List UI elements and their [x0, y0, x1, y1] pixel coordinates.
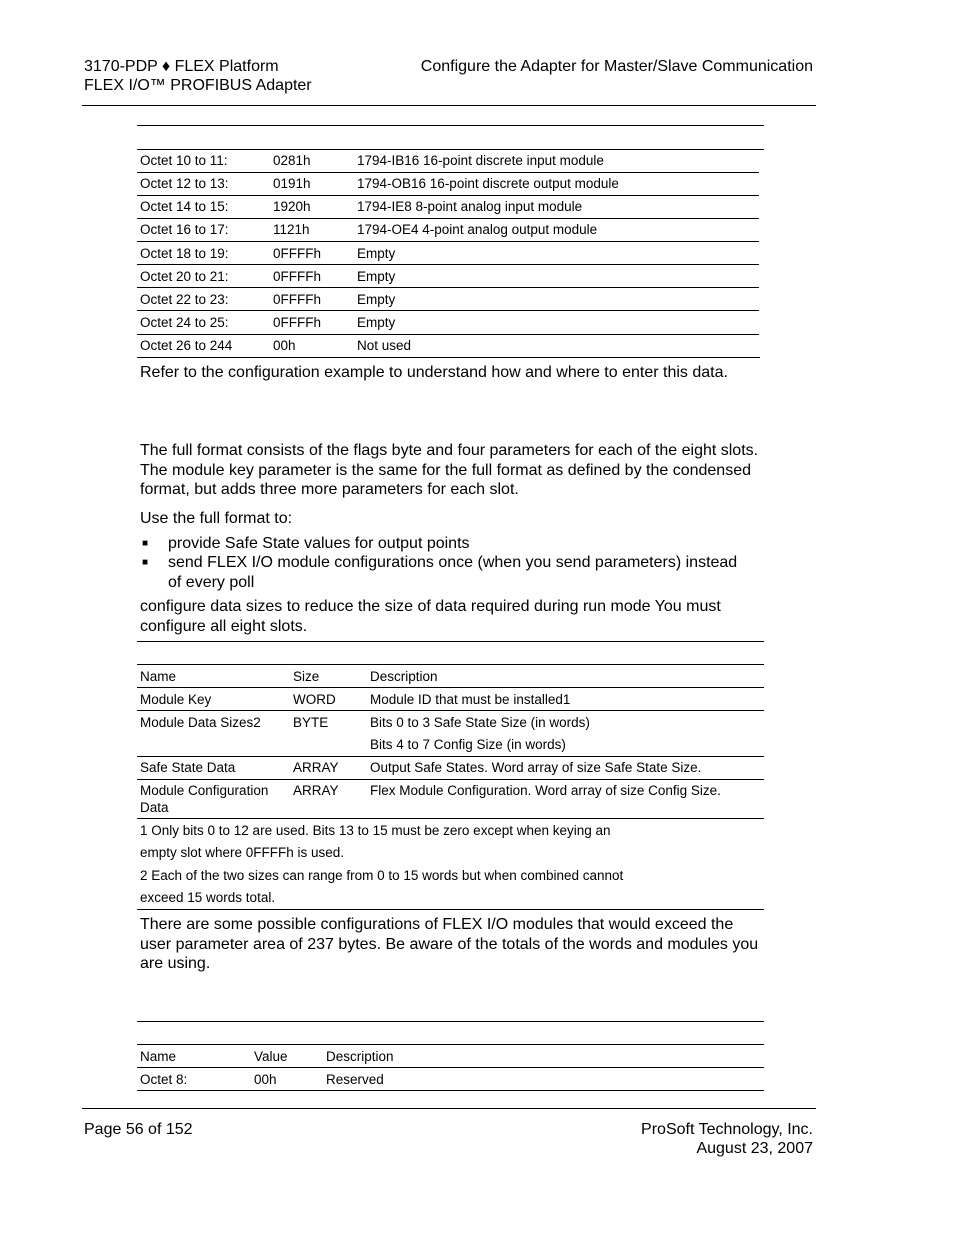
header-product-name: FLEX I/O™ PROFIBUS Adapter [84, 77, 312, 94]
footer-page-number: Page 56 of 152 [84, 1121, 193, 1138]
octet-cell-range: Octet 12 to 13: [140, 176, 229, 191]
param-notes-bottom-rule [137, 909, 764, 910]
octet-cell-description: Empty [357, 246, 396, 261]
flags-table-bottom-rule [137, 1090, 764, 1091]
param-table-header-rule [137, 687, 764, 688]
octet-cell-value: 1920h [273, 199, 311, 214]
octet-row-rule [137, 264, 759, 265]
octet-cell-value: 0FFFFh [273, 246, 322, 261]
param-header-name: Name [140, 669, 177, 684]
octet-table-top-rule [137, 125, 764, 126]
octet-cell-range: Octet 20 to 21: [140, 269, 229, 284]
param-row-name: Module Configuration [140, 783, 269, 798]
param-row-name: Module Key [140, 692, 212, 707]
param-table-header-top-rule [137, 664, 764, 665]
octet-cell-description: 1794-IE8 8-point analog input module [357, 199, 583, 214]
footer-date: August 23, 2007 [696, 1140, 813, 1157]
octet-cell-description: Empty [357, 269, 396, 284]
param-row-name: Safe State Data [140, 760, 236, 775]
paragraph-full-format: The full format consists of the flags byte and four parameters for each of the eight slots. The module key parameter is the same for the full format as defined by the condensed format, but adds three more parameters for each slot. [140, 442, 759, 498]
param-header-description: Description [370, 669, 438, 684]
bullet-item: provide Safe State values for output points [168, 535, 470, 552]
flags-table-header-top-rule [137, 1044, 764, 1045]
paragraph-configure: configure data sizes to reduce the size of data required during run mode You must configure all eight slots. [140, 598, 721, 635]
octet-row-rule [137, 287, 759, 288]
flags-table-top-rule [137, 1021, 764, 1022]
param-row-size: BYTE [293, 715, 329, 730]
octet-row-rule [137, 334, 759, 335]
octet-cell-range: Octet 16 to 17: [140, 222, 229, 237]
param-row-name-line2: Data [140, 800, 169, 815]
octet-cell-description: Empty [357, 315, 396, 330]
octet-cell-value: 0281h [273, 153, 311, 168]
param-row-rule [137, 779, 764, 780]
param-row-rule [137, 710, 764, 711]
flags-header-description: Description [326, 1049, 394, 1064]
octet-cell-value: 1121h [273, 222, 310, 237]
octet-row-rule [137, 172, 759, 173]
octet-cell-description: 1794-OB16 16-point discrete output module [357, 176, 619, 191]
octet-cell-description: 1794-OE4 4-point analog output module [357, 222, 598, 237]
octet-cell-description: Empty [357, 292, 396, 307]
octet-cell-range: Octet 22 to 23: [140, 292, 229, 307]
octet-table-header-rule [137, 149, 764, 150]
octet-row-rule [137, 241, 759, 242]
param-row-size: ARRAY [293, 783, 339, 798]
bullet-marker: ■ [142, 557, 149, 568]
param-header-size: Size [293, 669, 320, 684]
octet-row-rule [137, 310, 759, 311]
octet-cell-value: 0FFFFh [273, 292, 322, 307]
octet-row-rule [137, 218, 759, 219]
param-row-description: Bits 0 to 3 Safe State Size (in words) [370, 715, 590, 730]
octet-cell-range: Octet 14 to 15: [140, 199, 229, 214]
octet-cell-range: Octet 10 to 11: [140, 153, 228, 168]
flags-row-name: Octet 8: [140, 1072, 188, 1087]
flags-header-value: Value [254, 1049, 288, 1064]
flags-header-name: Name [140, 1049, 177, 1064]
footer-divider [82, 1108, 816, 1109]
footer-company: ProSoft Technology, Inc. [641, 1121, 813, 1138]
octet-cell-value: 00h [273, 338, 296, 353]
octet-cell-description: 1794-IB16 16-point discrete input module [357, 153, 604, 168]
flags-row-value: 00h [254, 1072, 277, 1087]
flags-row-description: Reserved [326, 1072, 384, 1087]
param-table-top-rule [137, 641, 764, 642]
param-row-size: WORD [293, 692, 336, 707]
header-product-line: 3170-PDP ♦ FLEX Platform [84, 58, 279, 75]
bullet-marker: ■ [142, 538, 149, 549]
flags-table-header-rule [137, 1067, 764, 1068]
header-section-title: Configure the Adapter for Master/Slave Communication [420, 58, 813, 75]
paragraph-use: Use the full format to: [140, 510, 293, 527]
param-row-description: Flex Module Configuration. Word array of size Config Size. [370, 783, 721, 798]
octet-cell-value: 0FFFFh [273, 315, 322, 330]
param-row-size: ARRAY [293, 760, 339, 775]
param-footnote: 2 Each of the two sizes can range from 0 to 15 words but when combined cannot [140, 868, 624, 883]
param-row-description: Output Safe States. Word array of size Safe State Size. [370, 760, 702, 775]
param-row-description-line2: Bits 4 to 7 Config Size (in words) [370, 737, 566, 752]
paragraph-refer: Refer to the configuration example to understand how and where to enter this data. [140, 364, 728, 381]
param-row-description: Module ID that must be installed1 [370, 692, 571, 707]
octet-cell-range: Octet 26 to 244 [140, 338, 233, 353]
octet-cell-value: 0191h [273, 176, 311, 191]
param-row-rule [137, 756, 764, 757]
octet-cell-range: Octet 24 to 25: [140, 315, 229, 330]
octet-row-rule [137, 357, 760, 358]
bullet-item: send FLEX I/O module configurations once (when you send parameters) instead of every poll [168, 554, 738, 591]
param-footnote: 1 Only bits 0 to 12 are used. Bits 13 to 15 must be zero except when keying an [140, 823, 611, 838]
header-divider [82, 105, 816, 106]
octet-cell-value: 0FFFFh [273, 269, 322, 284]
octet-cell-range: Octet 18 to 19: [140, 246, 229, 261]
param-footnote: exceed 15 words total. [140, 890, 276, 905]
octet-cell-description: Not used [357, 338, 412, 353]
param-row-name: Module Data Sizes2 [140, 715, 261, 730]
paragraph-possible-configurations: There are some possible configurations of FLEX I/O modules that would exceed the user parameter area of 237 bytes. Be aware of the totals of the words and modules you are using. [140, 916, 759, 972]
octet-row-rule [137, 195, 759, 196]
param-table-bottom-rule [137, 818, 764, 819]
param-footnote: empty slot where 0FFFFh is used. [140, 845, 345, 860]
